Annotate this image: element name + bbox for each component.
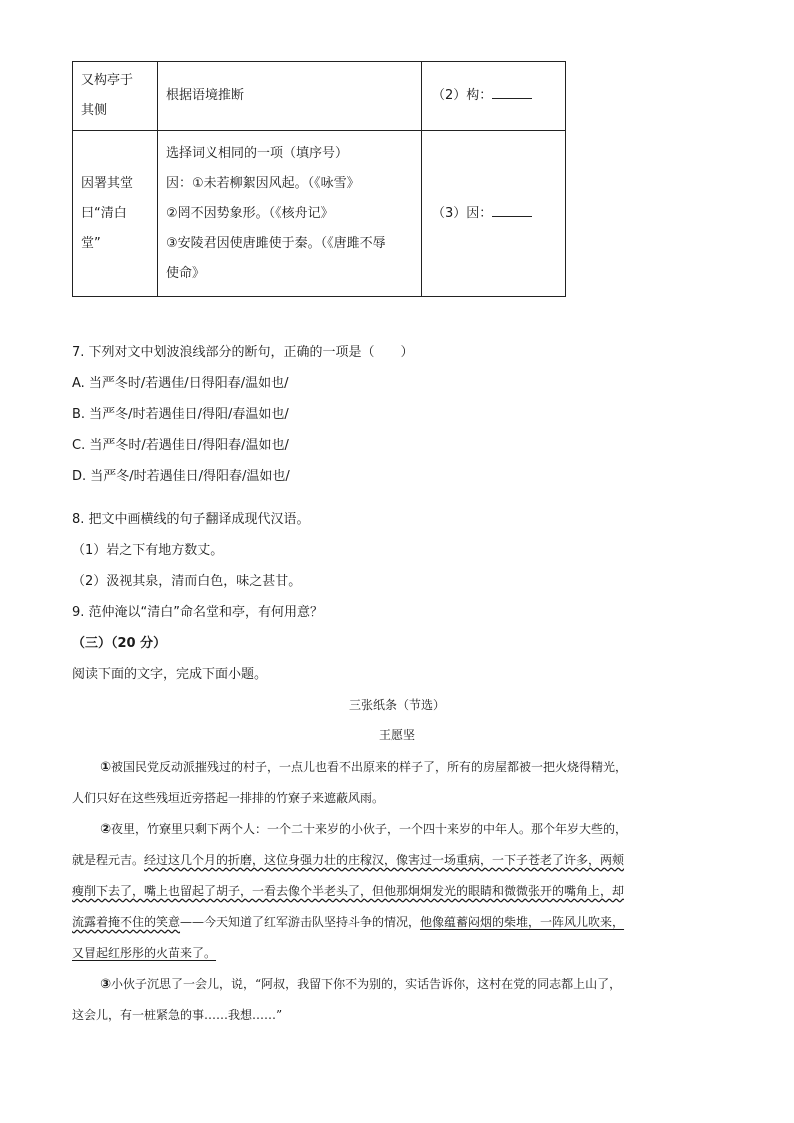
cell-line: 根据语境推断 (166, 88, 245, 103)
cell-line: ③安陵君因使唐雎使于秦。（《唐雎不辱 (166, 235, 386, 251)
cell-line: 曰“清白 (81, 205, 127, 221)
cell-line: 因：①未若柳絮因风起。（《咏雪》 (166, 175, 360, 191)
paragraph-2-line-2 (72, 845, 722, 876)
cell-line: 堂” (81, 235, 101, 251)
answer-blank[interactable] (492, 84, 532, 99)
vocab-table (72, 61, 566, 297)
cell-line: ②罔不因势象形。（《核舟记》 (166, 205, 334, 221)
paragraph-1-line-2: 人们只好在这些残垣近旁搭起一排排的竹寮子来遮蔽风雨。 (72, 791, 385, 805)
question-7-option-d[interactable]: D. 当严冬/时若遇佳日/得阳春/温如也/ (72, 469, 290, 484)
paragraph-2-line-3 (72, 876, 722, 907)
story-title: 三张纸条（节选） (348, 698, 445, 712)
answer-label: （2）构： (432, 88, 493, 103)
table-cell-sentence (73, 131, 158, 297)
paragraph-2-line-4 (72, 907, 722, 938)
question-7-option-b[interactable]: B. 当严冬/时若遇佳日/得阳/春温如也/ (72, 407, 289, 422)
question-7-stem: 7. 下列对文中划波浪线部分的断句，正确的一项是（ ） (72, 345, 414, 360)
table-cell-sentence (73, 62, 158, 131)
question-7-option-c[interactable]: C. 当严冬时/若遇佳日/得阳春/温如也/ (72, 438, 289, 453)
table-row (73, 62, 566, 131)
section-instruction: 阅读下面的文字，完成下面小题。 (72, 667, 268, 682)
wavy-underlined-text: 经过这几个月的折磨，这位身强力壮的庄稼汉，像害过一场重病，一下子苍老了许多，两颊 (144, 853, 625, 867)
table-cell-method (158, 62, 422, 131)
paragraph-1-line-1 (72, 752, 722, 783)
answer-label: （3）因： (432, 205, 493, 221)
cell-line: 又构亭于 (81, 73, 134, 88)
paragraph-text: 夜里，竹寮里只剩下两个人：一个二十来岁的小伙子，一个四十来岁的中年人。那个年岁大些的， (111, 822, 628, 836)
section-heading: （三）（20 分） (72, 636, 167, 651)
paragraph-number: ② (100, 822, 112, 837)
question-8-stem: 8. 把文中画横线的句子翻译成现代汉语。 (72, 512, 310, 527)
question-8-item-2: （2）汲视其泉，清而白色，味之甚甘。 (72, 574, 302, 589)
wavy-underlined-text: 流露着掩不住的笑意 (72, 915, 181, 929)
paragraph-2-line-5 (72, 938, 722, 969)
question-9-stem: 9. 范仲淹以“清白”命名堂和亭，有何用意？ (72, 605, 324, 620)
cell-line: 选择词义相同的一项（填序号） (166, 145, 349, 161)
table-cell-answer (422, 62, 566, 131)
paragraph-text: 就是程元吉。 (72, 853, 145, 867)
table-cell-method (158, 131, 422, 297)
paragraph-3-line-1 (72, 969, 722, 1000)
paragraph-text: 小伙子沉思了一会儿，说，“阿叔，我留下你不为别的，实话告诉你，这村在党的同志都上山了， (111, 977, 622, 991)
underlined-text: 他像蕴蓄闷烟的柴堆，一阵风儿吹来， (420, 915, 625, 929)
cell-line: 因署其堂 (81, 175, 134, 191)
question-7-option-a[interactable]: A. 当严冬时/若遇佳/日得阳春/温如也/ (72, 376, 289, 391)
underlined-text: 又冒起红彤彤的火苗来了。 (72, 946, 217, 960)
cell-line: 其侧 (81, 103, 108, 118)
paragraph-number: ③ (100, 977, 112, 992)
paragraph-text: ——今天知道了红军游击队坚持斗争的情况， (180, 915, 421, 929)
table-cell-answer (422, 131, 566, 297)
story-author: 王愿坚 (378, 728, 415, 742)
wavy-underlined-text: 瘦削下去了，嘴上也留起了胡子，一看去像个半老头了，但他那炯炯发光的眼睛和微微张开的嘴角上，却 (72, 884, 625, 898)
question-8-item-1: （1）岩之下有地方数丈。 (72, 543, 224, 558)
answer-blank[interactable] (492, 202, 532, 217)
cell-line: 使命》 (166, 265, 206, 281)
paragraph-2-line-1 (72, 814, 722, 845)
paragraph-text: 被国民党反动派摧残过的村子，一点儿也看不出原来的样子了，所有的房屋都被一把火烧得精光， (111, 760, 628, 774)
paragraph-3-line-2: 这会儿，有一桩紧急的事……我想……” (72, 1008, 283, 1022)
paragraph-number: ① (100, 760, 112, 775)
table-row (73, 131, 566, 297)
